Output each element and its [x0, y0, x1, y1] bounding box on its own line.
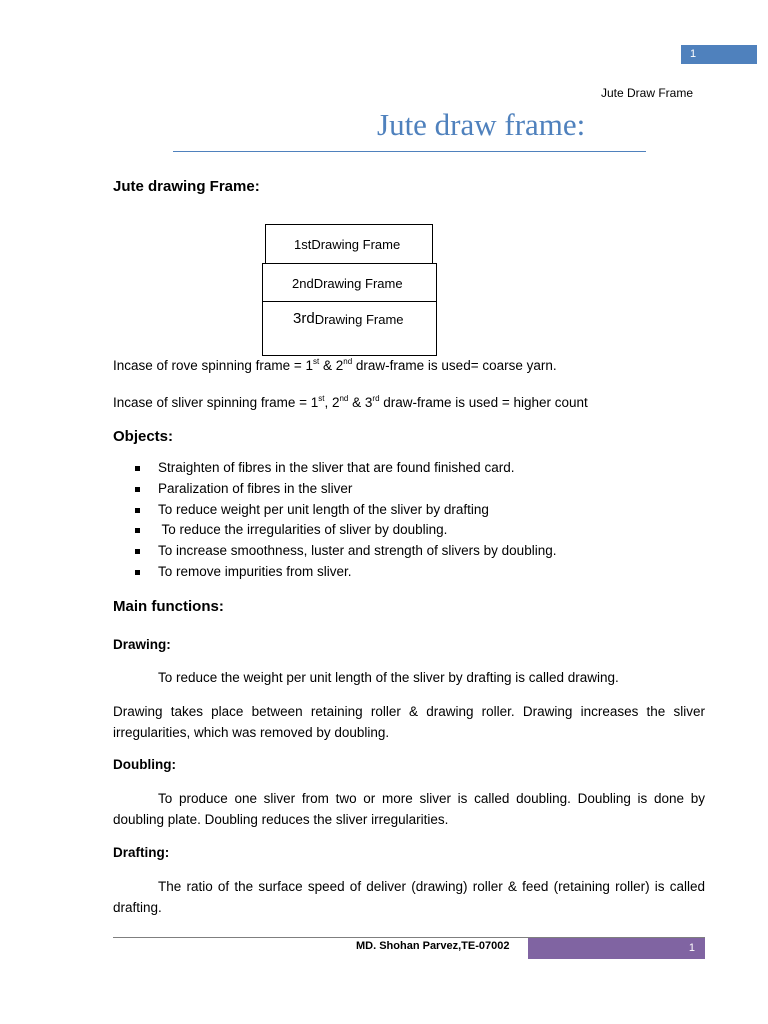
doubling-heading: Doubling:	[113, 757, 176, 772]
footer-author: MD. Shohan Parvez,TE-07002	[356, 940, 510, 952]
drafting-description: The ratio of the surface speed of deliver (drawing) roller & feed (retaining roller) is called drafting.	[113, 879, 705, 915]
list-item: To reduce weight per unit length of the sliver by drafting	[130, 500, 556, 521]
rove-spinning-text: Incase of rove spinning frame = 1st & 2nd draw-frame is used= coarse yarn.	[113, 357, 557, 373]
section-heading-drawing-frame: Jute drawing Frame:	[113, 178, 260, 195]
doubling-description: To produce one sliver from two or more sliver is called doubling. Doubling is done by doubling plate. Doubling reduces the sliver irregularities.	[113, 791, 705, 827]
bullet-square-icon	[135, 508, 140, 513]
box-1-ordinal: 1st	[294, 236, 312, 252]
list-item: Straighten of fibres in the sliver that are found finished card.	[130, 458, 556, 479]
drawing-frame-box-1	[265, 224, 433, 264]
bullet-square-icon	[135, 487, 140, 492]
list-item: To remove impurities from sliver.	[130, 562, 556, 583]
list-item: To reduce the irregularities of sliver by doubling.	[130, 520, 556, 541]
box-2-label: Drawing Frame	[313, 275, 403, 291]
objects-heading: Objects:	[113, 428, 174, 445]
footer-page-number: 1	[528, 938, 705, 959]
sliver-spinning-text: Incase of sliver spinning frame = 1st, 2nd & 3rd draw-frame is used = higher count	[113, 394, 588, 410]
running-header: Jute Draw Frame	[600, 86, 693, 100]
bullet-square-icon	[135, 570, 140, 575]
drafting-heading: Drafting:	[113, 845, 170, 860]
objects-list	[130, 458, 556, 583]
drawing-frame-box-2	[262, 263, 437, 303]
bullet-square-icon	[135, 466, 140, 471]
list-item: To increase smoothness, luster and strength of slivers by doubling.	[130, 541, 556, 562]
drawing-heading: Drawing:	[113, 637, 171, 652]
bullet-square-icon	[135, 549, 140, 554]
bullet-square-icon	[135, 528, 140, 533]
box-3-label: Drawing Frame	[314, 312, 404, 327]
drawing-frame-box-3	[262, 301, 437, 356]
list-item: Paralization of fibres in the sliver	[130, 479, 556, 500]
document-title: Jute draw frame:	[377, 107, 586, 142]
drawing-description: Drawing takes place between retaining roller & drawing roller. Drawing increases the sliver irregularities, which was removed by doubling.	[113, 704, 705, 740]
header-page-number: 1	[681, 45, 757, 64]
box-1-label: Drawing Frame	[311, 236, 401, 252]
box-2-ordinal: 2nd	[292, 275, 314, 291]
box-3-ordinal: 3rd	[293, 310, 315, 327]
drawing-definition: To reduce the weight per unit length of the sliver by drafting is called drawing.	[158, 670, 619, 685]
title-underline	[173, 151, 646, 152]
main-functions-heading: Main functions:	[113, 598, 224, 615]
